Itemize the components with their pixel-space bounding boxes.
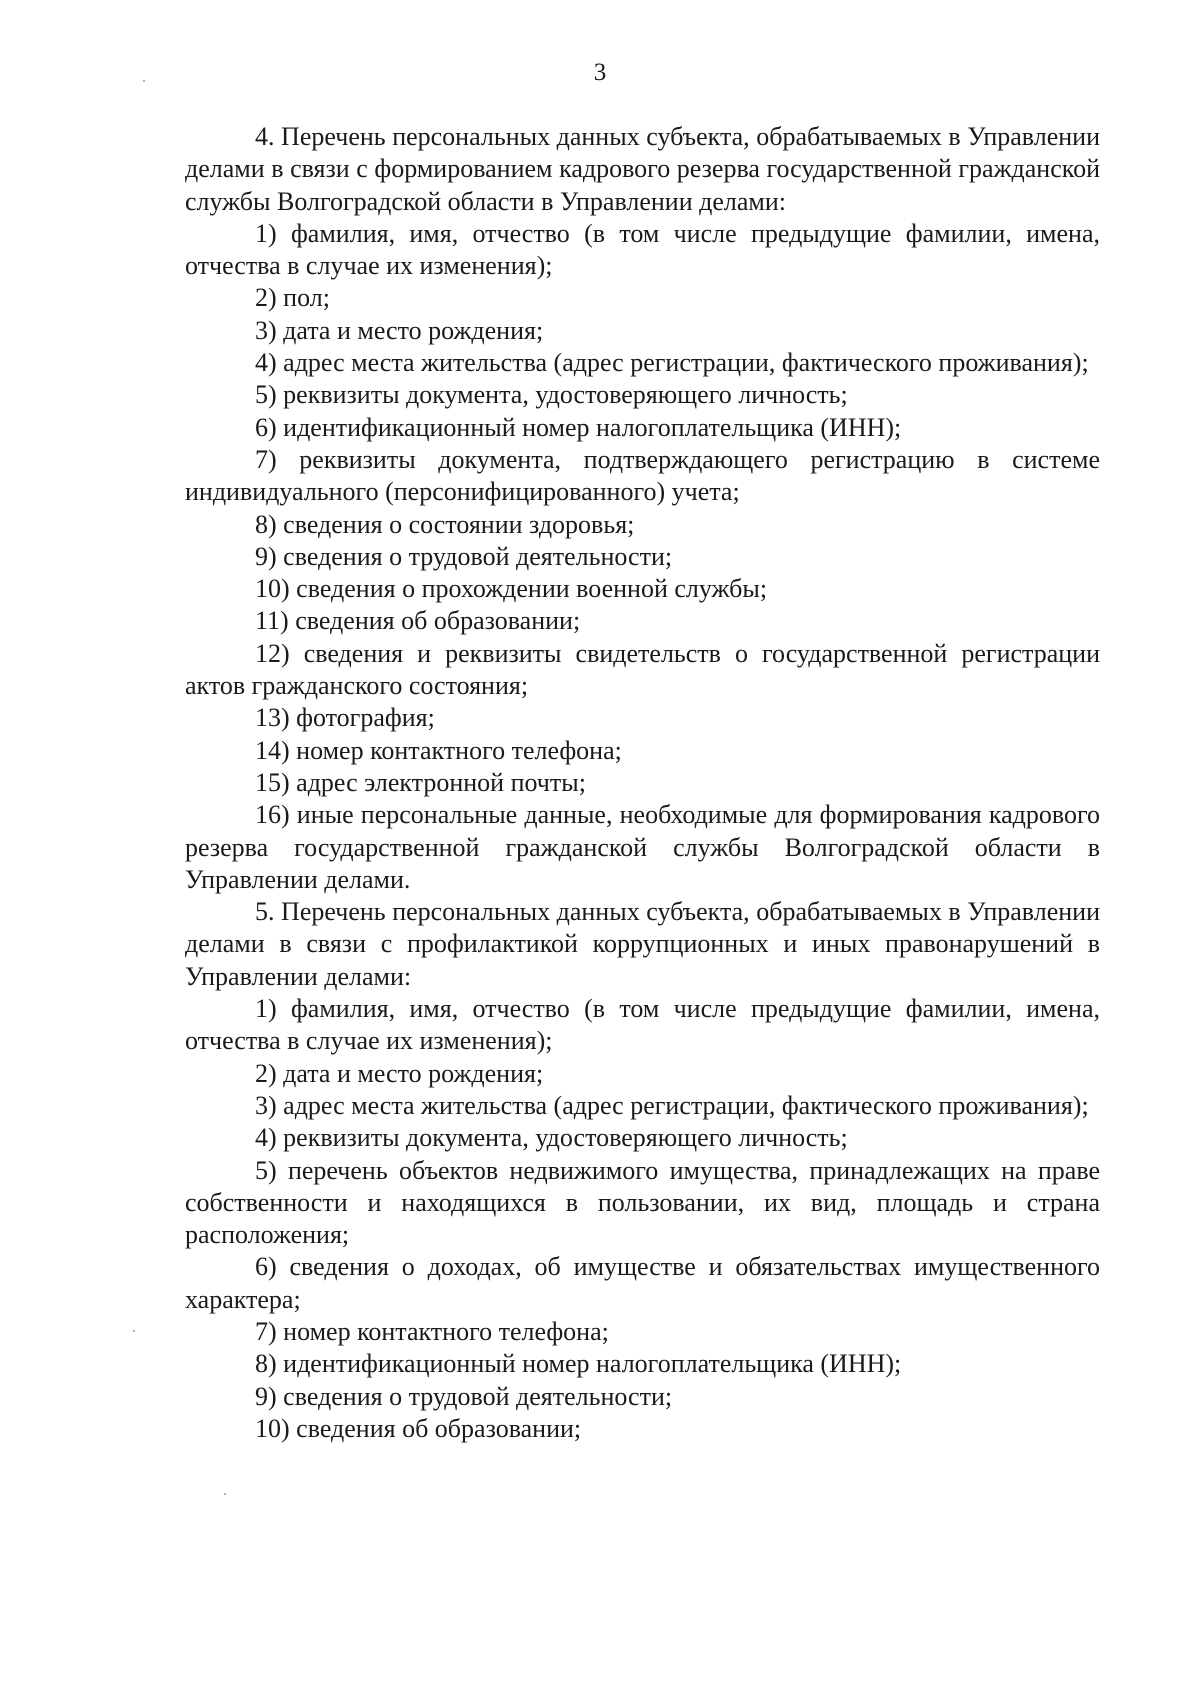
list-item: 9) сведения о трудовой деятельности; (255, 1381, 673, 1411)
list-item: 5) реквизиты документа, удостоверяющего личность; (255, 380, 848, 410)
list-item: 8) сведения о состоянии здоровья; (255, 509, 635, 539)
section-5 (185, 896, 1100, 1445)
scan-artifact (224, 1493, 226, 1495)
list-item: 7) реквизиты документа, подтверждающего регистрацию в системе индивидуального (персонифицированного) учета; (185, 444, 1100, 507)
list-item: 4) реквизиты документа, удостоверяющего личность; (255, 1123, 848, 1153)
scan-artifact (133, 1330, 135, 1332)
list-item: 16) иные персональные данные, необходимые для формирования кадрового резерва государственной гражданской службы Волгоградской области в Управлении делами. (185, 800, 1100, 894)
list-item: 15) адрес электронной почты; (255, 767, 586, 797)
page-number: 3 (593, 59, 607, 86)
list-item: 10) сведения о прохождении военной службы; (255, 574, 768, 604)
list-item: 4) адрес места жительства (адрес регистрации, фактического проживания); (255, 348, 1089, 378)
document-body (185, 121, 1100, 1445)
list-item: 12) сведения и реквизиты свидетельств о государственной регистрации актов гражданского состояния; (185, 638, 1100, 701)
section-4 (185, 121, 1100, 896)
list-item: 2) дата и место рождения; (255, 1058, 544, 1088)
list-item: 2) пол; (255, 283, 330, 313)
list-item: 9) сведения о трудовой деятельности; (255, 541, 673, 571)
list-item: 6) идентификационный номер налогоплательщика (ИНН); (255, 412, 902, 442)
list-item: 5) перечень объектов недвижимого имущества, принадлежащих на праве собственности и находящихся в пользовании, их вид, площадь и страна расположения; (185, 1155, 1100, 1250)
list-item: 3) дата и место рождения; (255, 315, 544, 345)
list-item: 1) фамилия, имя, отчество (в том числе предыдущие фамилии, имена, отчества в случае их изменения); (185, 218, 1100, 281)
list-item: 14) номер контактного телефона; (255, 735, 622, 765)
list-item: 10) сведения об образовании; (255, 1413, 582, 1443)
list-item: 11) сведения об образовании; (255, 606, 581, 636)
list-item: 8) идентификационный номер налогоплательщика (ИНН); (255, 1349, 902, 1379)
section-heading: 5. Перечень персональных данных субъекта, обрабатываемых в Управлении делами в связи с профилактикой коррупционных и иных правонарушений в Управлении делами: (185, 897, 1100, 991)
scan-artifact (143, 80, 145, 82)
list-item: 6) сведения о доходах, об имуществе и обязательствах имущественного характера; (185, 1252, 1100, 1314)
list-item: 7) номер контактного телефона; (255, 1316, 609, 1346)
list-item: 3) адрес места жительства (адрес регистрации, фактического проживания); (255, 1090, 1089, 1120)
list-item: 13) фотография; (255, 703, 435, 733)
list-item: 1) фамилия, имя, отчество (в том числе предыдущие фамилии, имена, отчества в случае их изменения); (185, 994, 1100, 1056)
section-heading: 4. Перечень персональных данных субъекта, обрабатываемых в Управлении делами в связи с формированием кадрового резерва государственной гражданской службы Волгоградской области в Управлении делами: (185, 122, 1100, 216)
